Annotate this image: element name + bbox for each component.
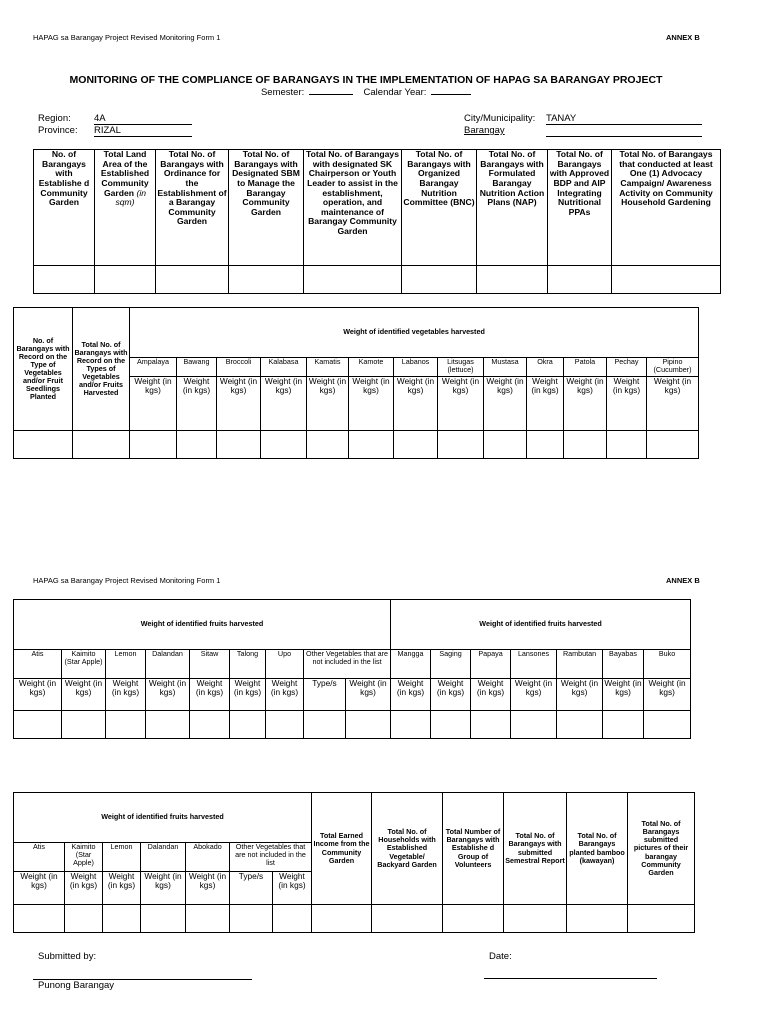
compliance-table [33,149,721,294]
fruit-name: Sitaw [190,650,230,679]
table-title: Weight of identified fruits harvested [14,600,391,650]
weight-label: Weight (in kgs) [177,377,217,431]
other-vegetables-header: Other Vegetables that are not included in the list [230,843,312,872]
semester-field[interactable] [309,94,353,95]
input-cell[interactable] [438,431,484,459]
input-cell[interactable] [607,431,647,459]
input-cell[interactable] [229,266,304,294]
fruit-name: Upo [266,650,304,679]
fruit-name: Lemon [103,843,141,872]
input-cell[interactable] [603,711,644,739]
input-cell[interactable] [471,711,511,739]
weight-label: Weight (in kgs) [471,679,511,711]
input-cell[interactable] [177,431,217,459]
city-label: City/Municipality: [464,113,536,124]
province-label: Province: [38,125,78,136]
header-cell: Total No. of Households with Established Vegetable/ Backyard Garden [372,793,443,905]
weight-label: Weight (in kgs) [106,679,146,711]
weight-label-row [14,679,691,711]
vegetable-name: Bawang [177,358,217,377]
input-cell[interactable] [567,905,628,933]
vegetable-name: Okra [527,358,564,377]
weight-label: Weight (in kgs) [603,679,644,711]
fruit-name: Talong [230,650,266,679]
header-cell: Total No. of Barangays with Record on the Types of Vegetables and/or Fruits Harvested [73,308,130,431]
weight-label: Weight (in kgs) [62,679,106,711]
header-cell: Total No. of Barangays that conducted at least One (1) Advocacy Campaign/ Awareness Activity on Community Household Gardening [612,150,721,266]
input-cell[interactable] [564,431,607,459]
income-table [13,792,695,933]
weight-label: Weight (in kgs) [230,679,266,711]
province-field[interactable]: RIZAL [94,125,192,137]
table-row[interactable] [14,431,699,459]
table-title: Weight of identified vegetables harvested [130,308,699,358]
weight-label: Weight (in kgs) [141,872,186,905]
barangay-field[interactable] [546,125,702,137]
vegetable-name: Mustasa [484,358,527,377]
input-cell[interactable] [130,431,177,459]
input-cell[interactable] [394,431,438,459]
input-cell[interactable] [217,431,261,459]
fruits-table [13,599,691,739]
input-cell[interactable] [14,711,62,739]
region-label: Region: [38,113,71,124]
weight-label: Weight (in kgs) [14,872,65,905]
input-cell[interactable] [106,711,146,739]
fruit-name: Saging [431,650,471,679]
header-cell: Total No. of Barangays with submitted Semestral Report [504,793,567,905]
calendar-year-field[interactable] [431,94,471,95]
input-cell[interactable] [73,431,130,459]
weight-label: Weight (in kgs) [146,679,190,711]
fruit-name: Dalandan [141,843,186,872]
submitted-by-label: Submitted by: [38,951,97,962]
fruit-name: Bayabas [603,650,644,679]
annex-label: ANNEX B [666,576,700,585]
signatory-label: Punong Barangay [38,980,115,991]
input-cell[interactable] [156,266,229,294]
weight-label: Weight (in kgs) [261,377,307,431]
input-cell[interactable] [504,905,567,933]
header-cell: Total No. of Barangays planted bamboo (kawayan) [567,793,628,905]
city-field[interactable]: TANAY [546,113,702,125]
weight-label: Weight (in kgs) [391,679,431,711]
fruit-name: Kaimito (Star Apple) [62,650,106,679]
input-cell[interactable] [230,905,273,933]
input-cell[interactable] [65,905,103,933]
weight-label: Weight (in kgs) [266,679,304,711]
input-cell[interactable] [644,711,691,739]
input-cell[interactable] [266,711,304,739]
input-cell[interactable] [304,266,402,294]
table-header-row [34,150,721,266]
weight-label: Weight (in kgs) [349,377,394,431]
input-cell[interactable] [548,266,612,294]
page-title: MONITORING OF THE COMPLIANCE OF BARANGAYS IN THE IMPLEMENTATION OF HAPAG SA BARANGAY PROJECT [69,74,663,86]
fruit-name: Atis [14,843,65,872]
vegetable-name: Patola [564,358,607,377]
input-cell[interactable] [628,905,695,933]
table-title: Weight of identified fruits harvested [14,793,312,843]
other-vegetables-header: Other Vegetables that are not included in the list [304,650,391,679]
input-cell[interactable] [273,905,312,933]
input-cell[interactable] [14,431,73,459]
weight-label: Weight (in kgs) [647,377,699,431]
header-cell: Total No. of Barangays with Designated SBM to Manage the Barangay Community Garden [229,150,304,266]
fruit-name: Papaya [471,650,511,679]
form-header: HAPAG sa Barangay Project Revised Monitoring Form 1 [33,33,221,42]
annex-label: ANNEX B [666,33,700,42]
weight-label: Weight (in kgs) [438,377,484,431]
vegetables-table [13,307,699,459]
header-cell: No. of Barangays with Record on the Type of Vegetables and/or Fruit Seedlings Planted [14,308,73,431]
input-cell[interactable] [14,905,65,933]
weight-label: Weight (in kgs) [103,872,141,905]
weight-label: Weight (in kgs) [431,679,471,711]
header-cell: Total Number of Barangays with Establishe d Group of Volunteers [443,793,504,905]
weight-label: Weight (in kgs) [65,872,103,905]
header-cell: Total No. of Barangays with Organized Barangay Nutrition Committee (BNC) [402,150,477,266]
type-label: Type/s [230,872,273,905]
header-cell: Total No. of Barangays with Approved BDP and AIP Integrating Nutritional PPAs [548,150,612,266]
input-cell[interactable] [190,711,230,739]
vegetable-name: Kamatis [307,358,349,377]
input-cell[interactable] [391,711,431,739]
weight-label: Weight (in kgs) [511,679,557,711]
input-cell[interactable] [484,431,527,459]
calendar-year-label: Calendar Year: [363,87,427,98]
weight-label: Weight (in kgs) [273,872,312,905]
vegetable-name: Pechay [607,358,647,377]
input-cell[interactable] [186,905,230,933]
input-cell[interactable] [307,431,349,459]
input-cell[interactable] [312,905,372,933]
table-row[interactable] [14,905,695,933]
table-row[interactable] [34,266,721,294]
header-cell: Total No. of Barangays with Formulated Barangay Nutrition Action Plans (NAP) [477,150,548,266]
input-cell[interactable] [557,711,603,739]
input-cell[interactable] [304,711,346,739]
land-area-unit: (in sqm) [115,187,147,208]
input-cell[interactable] [261,431,307,459]
input-cell[interactable] [349,431,394,459]
input-cell[interactable] [647,431,699,459]
vegetable-name: Kamote [349,358,394,377]
weight-label: Weight (in kgs) [394,377,438,431]
header-cell: Total No. of Barangays submitted pictures of their barangay Community Garden [628,793,695,905]
input-cell[interactable] [103,905,141,933]
fruit-name-row [14,650,691,679]
input-cell[interactable] [141,905,186,933]
barangay-label: Barangay [464,125,505,136]
fruit-name: Lemon [106,650,146,679]
input-cell[interactable] [612,266,721,294]
weight-label: Weight (in kgs) [346,679,391,711]
weight-label: Weight (in kgs) [644,679,691,711]
vegetable-name: Ampalaya [130,358,177,377]
weight-label: Weight (in kgs) [186,872,230,905]
input-cell[interactable] [95,266,156,294]
weight-label: Weight (in kgs) [190,679,230,711]
weight-label: Weight (in kgs) [307,377,349,431]
vegetable-name: Labanos [394,358,438,377]
weight-label: Weight (in kgs) [14,679,62,711]
weight-label: Weight (in kgs) [217,377,261,431]
fruit-name: Lansones [511,650,557,679]
fruit-name: Kaimito (Star Apple) [65,843,103,872]
date-label: Date: [489,951,512,962]
input-cell[interactable] [230,711,266,739]
header-cell: No. of Barangays with Establishe d Community Garden [34,150,95,266]
weight-label: Weight (in kgs) [484,377,527,431]
header-cell: Total No. of Barangays with designated SK Chairperson or Youth Leader to assist in the establishment, operation, and maintenance of Barangay Community Garden [304,150,402,266]
table-row[interactable] [14,711,691,739]
semester-label: Semester: [260,87,305,98]
vegetable-name: Kalabasa [261,358,307,377]
fruit-name: Atis [14,650,62,679]
vegetable-name: Pipino (Cucumber) [647,358,699,377]
header-cell: Total Earned Income from the Community Garden [312,793,372,905]
header-cell: Total Land Area of the Established Community Garden (in sqm) [95,150,156,266]
weight-label: Weight (in kgs) [607,377,647,431]
vegetable-name: Broccoli [217,358,261,377]
fruit-name: Rambutan [557,650,603,679]
input-cell[interactable] [477,266,548,294]
fruit-name: Abokado [186,843,230,872]
input-cell[interactable] [402,266,477,294]
input-cell[interactable] [146,711,190,739]
semester-row [0,87,732,98]
input-cell[interactable] [527,431,564,459]
weight-label: Weight (in kgs) [130,377,177,431]
fruit-name: Mangga [391,650,431,679]
weight-label: Weight (in kgs) [557,679,603,711]
input-cell[interactable] [346,711,391,739]
fruit-name: Dalandan [146,650,190,679]
type-label: Type/s [304,679,346,711]
input-cell[interactable] [62,711,106,739]
header-cell: Total No. of Barangays with Ordinance for the Establishment of a Barangay Community Garden [156,150,229,266]
weight-label: Weight (in kgs) [527,377,564,431]
input-cell[interactable] [431,711,471,739]
fruit-name: Buko [644,650,691,679]
input-cell[interactable] [34,266,95,294]
weight-label: Weight (in kgs) [564,377,607,431]
input-cell[interactable] [511,711,557,739]
date-line[interactable] [484,978,657,979]
vegetable-name: Litsugas (lettuce) [438,358,484,377]
form-header: HAPAG sa Barangay Project Revised Monitoring Form 1 [33,576,221,585]
input-cell[interactable] [372,905,443,933]
region-field[interactable]: 4A [94,113,192,125]
table-title: Weight of identified fruits harvested [391,600,691,650]
input-cell[interactable] [443,905,504,933]
